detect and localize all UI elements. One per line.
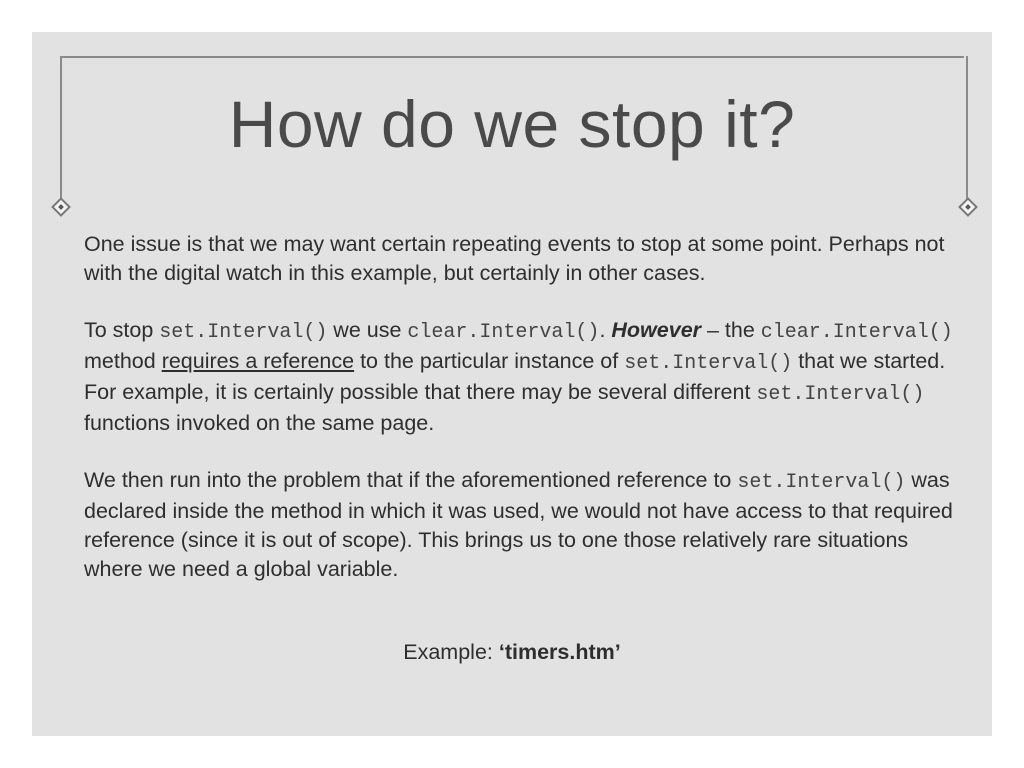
code-set-interval: set.Interval() [159, 321, 328, 344]
text: We then run into the problem that if the aforementioned reference to [84, 468, 738, 492]
text: To stop [84, 318, 160, 342]
code-set-interval: set.Interval() [624, 352, 793, 375]
example-filename: ‘timers.htm’ [498, 640, 621, 664]
slide-body [84, 230, 964, 612]
text: – the [701, 318, 761, 342]
code-set-interval: set.Interval() [756, 383, 925, 406]
text: . [599, 318, 612, 342]
code-clear-interval: clear.Interval() [760, 321, 953, 344]
text: method [84, 349, 162, 373]
underlined-requires-reference: requires a reference [161, 349, 355, 373]
paragraph-3 [84, 466, 964, 584]
text: we use [327, 318, 408, 342]
example-line [0, 640, 1024, 665]
example-label: Example: [403, 640, 499, 664]
paragraph-1: One issue is that we may want certain repeating events to stop at some point. Perhaps not with the digital watch in this example, but certainly in other cases. [84, 232, 945, 285]
paragraph-2 [84, 316, 964, 438]
code-clear-interval: clear.Interval() [407, 321, 600, 344]
text: that we started. For example, it is certainly possible that there may be several different [84, 349, 946, 404]
text: was declared inside the method in which it was used, we would not have access to that required reference (since it is out of scope). This brings us to one those relatively rare situations where we need a global variable. [84, 468, 953, 581]
text: functions invoked on the same page. [84, 411, 435, 435]
emphasis-however: However [611, 318, 702, 342]
slide-title: How do we stop it? [228, 87, 796, 161]
code-set-interval: set.Interval() [737, 471, 906, 494]
text: to the particular instance of [354, 349, 625, 373]
